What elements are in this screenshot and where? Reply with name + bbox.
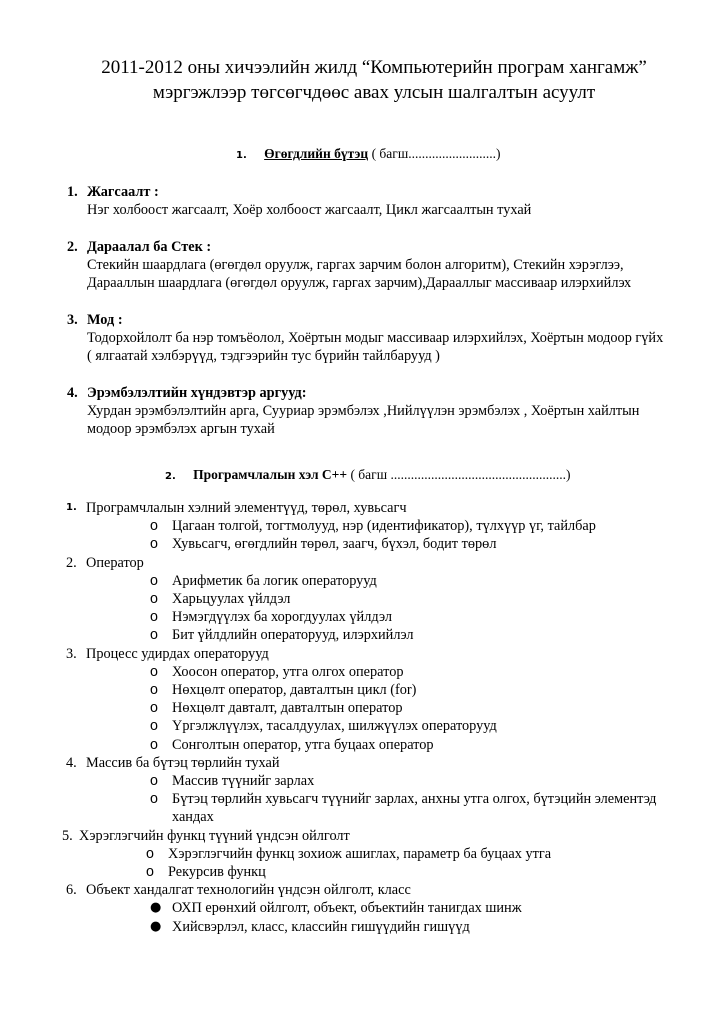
item-desc-line: Хурдан эрэмбэлэлтийн арга, Сууриар эрэмбэлэх ,Нийлүүлэн эрэмбэлэх , Хоёртын хайлтын (87, 403, 640, 419)
topic-item (66, 554, 706, 645)
subtopic-list (86, 772, 706, 827)
title-line-1: 2011-2012 оны хичээлийн жилд “Компьютерийн програм хангамж” (101, 57, 647, 78)
item-number: 3. (67, 312, 78, 328)
section1-teacher: ( багш..........................) (371, 146, 501, 161)
topic-number: 3. (66, 645, 77, 662)
title-line-2: мэргэжлээр төгсөгчдөөс авах улсын шалгалтын асуулт (152, 82, 596, 103)
topic-title: Програмчлалын хэлний элементүүд, төрөл, хувьсагч (86, 500, 407, 516)
topic-number: 6. (66, 882, 77, 899)
item-number: 4. (67, 385, 78, 401)
section2-teacher: ( багш ....................................................) (350, 467, 571, 482)
item-desc-line: Нэг холбоост жагсаалт, Хоёр холбоост жагсаалт, Цикл жагсаалтын тухай (87, 202, 532, 218)
circle-bullet-icon: o (150, 718, 158, 735)
item-title: Жагсаалт : (87, 184, 159, 200)
section1-number: 1. (236, 150, 247, 161)
dot-bullet-icon: ● (150, 918, 162, 934)
subtopic-item: o Цагаан толгой, тогтмолууд, нэр (идентификатор), түлхүүр үг, тайлбар (150, 518, 596, 535)
subtopic-item: o Хоосон оператор, утга олгох оператор (150, 663, 404, 680)
document-title (40, 55, 708, 105)
topic-item (66, 645, 706, 754)
subtopic-item: o Бит үйлдлийн операторууд, илэрхийлэл (150, 627, 414, 644)
subtopic-list (79, 845, 702, 881)
subtopic-list (86, 663, 706, 754)
item-desc-line: модоор эрэмбэлэх аргын тухай (87, 421, 275, 437)
subtopic-list (86, 899, 706, 935)
section2-title: Програмчлалын хэл C++ (193, 467, 348, 482)
circle-bullet-icon: o (150, 518, 158, 535)
item-number: 1. (67, 184, 78, 200)
subtopic-item: o Бүтэц төрлийн хувьсагч түүнийг зарлах, анхны утга олгох, бүтэцийн элементэд (150, 791, 657, 808)
topic-item (66, 881, 706, 936)
subtopic-item: o Нэмэгдүүлэх ба хорогдуулах үйлдэл (150, 609, 392, 626)
circle-bullet-icon: o (146, 845, 154, 862)
subtopic-item: ● Хийсвэрлэл, класс, классийн гишүүдийн гишүүд (150, 918, 470, 935)
subtopic-item: o Үргэлжлүүлэх, тасалдуулах, шилжүүлэх операторууд (150, 718, 497, 735)
section1-heading (236, 146, 500, 162)
item-title: Эрэмбэлэлтийн хүндэвтэр аргууд: (87, 385, 307, 401)
list-item (67, 384, 717, 438)
circle-bullet-icon: o (150, 791, 158, 808)
circle-bullet-icon: o (150, 572, 158, 589)
subtopic-item-continuation: хандах (172, 809, 214, 826)
topic-item (66, 754, 706, 827)
topic-number: 1. (66, 502, 77, 513)
item-title: Дараалал ба Стек : (87, 239, 212, 255)
topic-title: Объект хандалгат технологийн үндсэн ойлголт, класс (86, 882, 411, 899)
circle-bullet-icon: o (150, 700, 158, 717)
topic-number: 2. (66, 554, 77, 571)
circle-bullet-icon: o (150, 627, 158, 644)
item-number: 2. (67, 239, 78, 255)
topic-number: 4. (66, 754, 77, 771)
subtopic-item: o Сонголтын оператор, утга буцаах оператор (150, 736, 434, 753)
topic-item (62, 827, 702, 882)
dot-bullet-icon: ● (150, 900, 162, 916)
section2-heading (165, 467, 570, 483)
subtopic-list (86, 517, 706, 553)
circle-bullet-icon: o (150, 736, 158, 753)
topic-title: Массив ба бүтэц төрлийн тухай (86, 754, 280, 771)
item-title: Мод : (87, 312, 123, 328)
list-item (67, 183, 717, 219)
subtopic-item: o Хэрэглэгчийн функц зохиож ашиглах, параметр ба буцаах утга (146, 845, 552, 862)
subtopic-item: o Арифметик ба логик операторууд (150, 572, 377, 589)
topic-title: Процесс удирдах операторууд (86, 645, 269, 662)
subtopic-item: o Хувьсагч, өгөгдлийн төрөл, заагч, бүхэл, бодит төрөл (150, 536, 497, 553)
section1-list (67, 183, 717, 457)
subtopic-item: o Нөхцөлт давталт, давталтын оператор (150, 700, 403, 717)
topic-number: 5. (62, 827, 73, 844)
subtopic-item: ● ОХП ерөнхий ойлголт, объект, объектийн танигдах шинж (150, 900, 522, 917)
subtopic-item: o Массив түүнийг зарлах (150, 773, 315, 790)
circle-bullet-icon: o (150, 591, 158, 608)
section2-number: 2. (165, 471, 176, 482)
item-desc-line: Дарааллын шаардлага (өгөгдөл оруулж, гаргах зарчим),Дарааллыг массиваар илэрхийлэх (87, 275, 632, 291)
item-desc-line: Стекийн шаардлага (өгөгдөл оруулж, гаргах зарчим болон алгоритм), Стекийн хэрэглээ, (87, 257, 624, 273)
section1-title: Өгөгдлийн бүтэц (264, 146, 369, 161)
subtopic-item: o Харьцуулах үйлдэл (150, 591, 291, 608)
subtopic-item: o Нөхцөлт оператор, давталтын цикл (for) (150, 682, 417, 699)
topic-title: Оператор (86, 554, 144, 571)
section2-list (62, 499, 706, 936)
circle-bullet-icon: o (150, 609, 158, 626)
list-item (67, 311, 717, 365)
list-item (67, 238, 717, 292)
subtopic-item: o Рекурсив функц (146, 864, 266, 881)
circle-bullet-icon: o (150, 773, 158, 790)
circle-bullet-icon: o (146, 864, 154, 881)
item-desc-line: ( ялгаатай хэлбэрүүд, тэдгээрийн тус бүрийн тайлбарууд ) (87, 348, 440, 364)
subtopic-list (86, 572, 706, 645)
topic-title: Хэрэглэгчийн функц түүний үндсэн ойлголт (79, 827, 350, 844)
circle-bullet-icon: o (150, 536, 158, 553)
circle-bullet-icon: o (150, 663, 158, 680)
topic-item (66, 499, 706, 554)
circle-bullet-icon: o (150, 682, 158, 699)
item-desc-line: Тодорхойлолт ба нэр томъёолол, Хоёртын модыг массиваар илэрхийлэх, Хоёртын модоор гүйх (87, 330, 664, 346)
